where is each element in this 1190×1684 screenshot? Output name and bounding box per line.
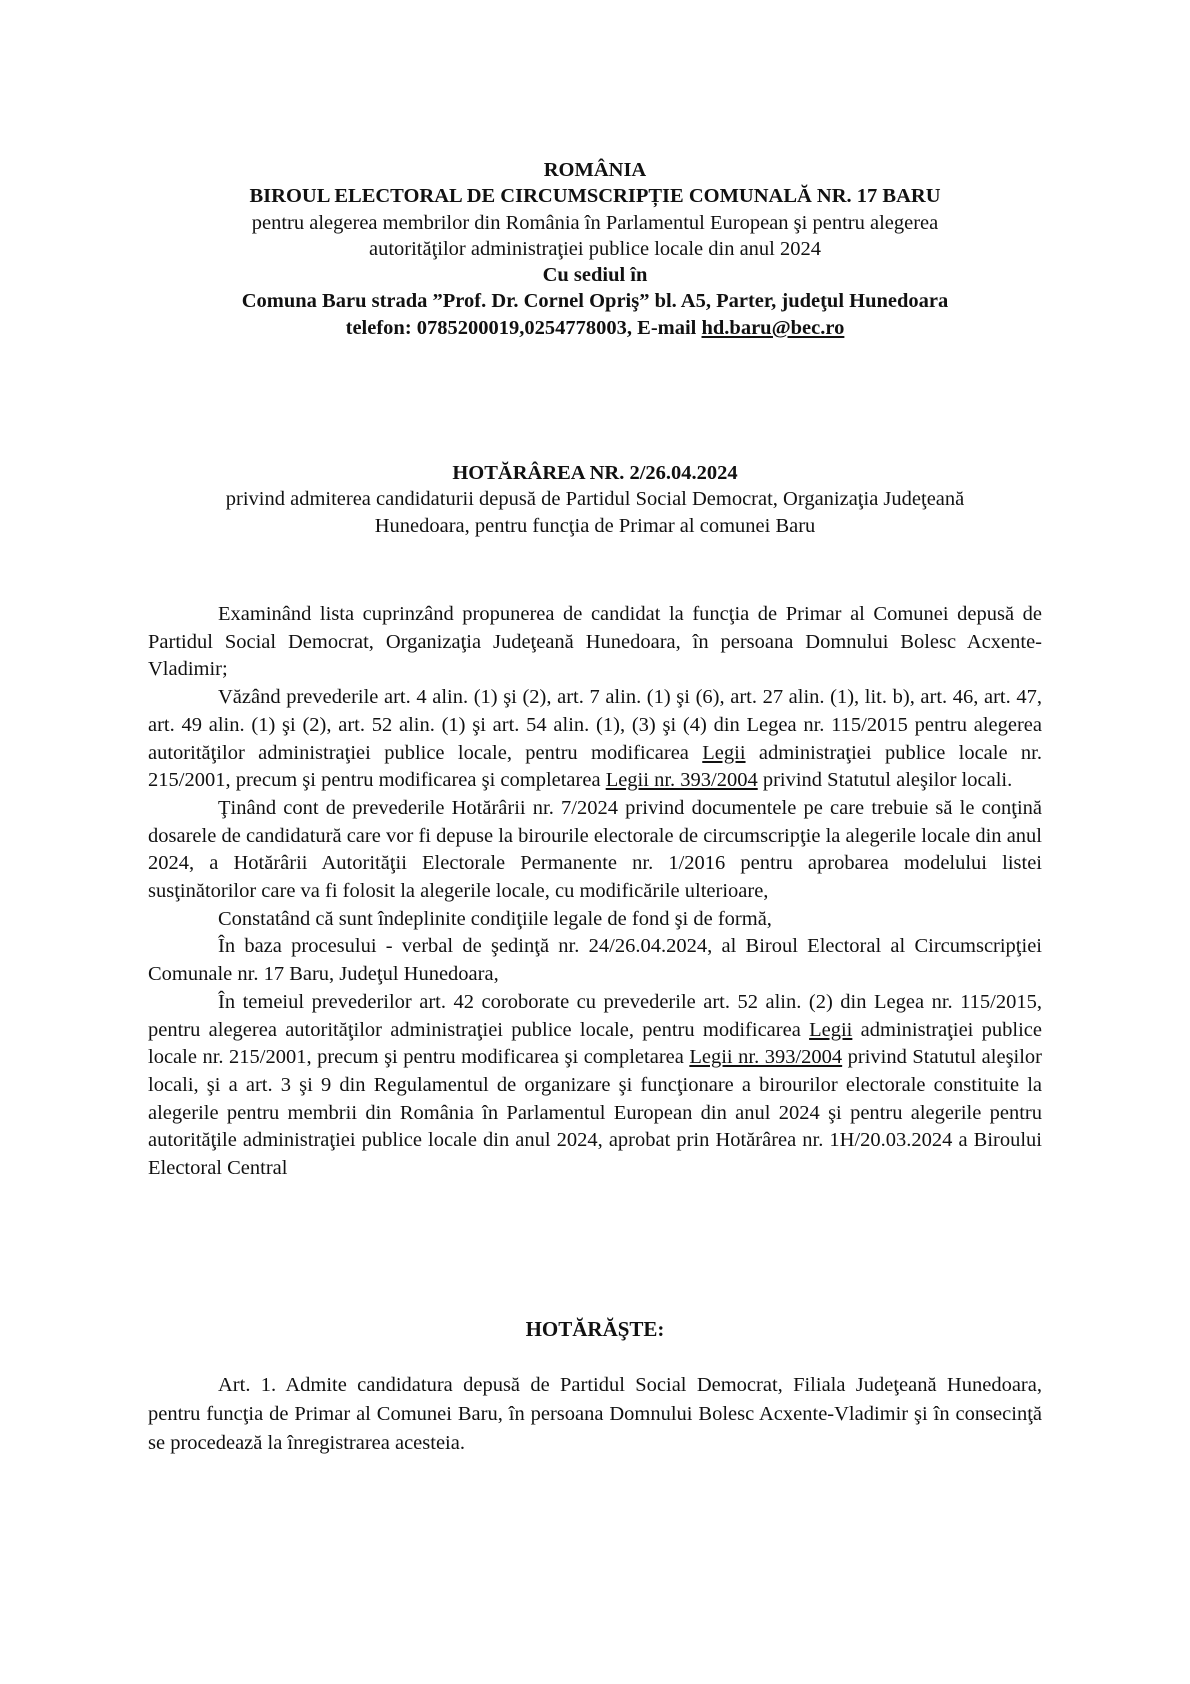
text-run: administraţiei publice locale nr. 215/2001, precum şi pentru modificarea şi completarea <box>148 1018 1042 1069</box>
email-link[interactable]: hd.baru@bec.ro <box>701 316 845 339</box>
bureau-name: BIROUL ELECTORAL DE CIRCUMSCRIPȚIE COMUNALĂ NR. 17 BARU <box>249 185 941 208</box>
document-header <box>120 157 1070 341</box>
address: Comuna Baru strada ”Prof. Dr. Cornel Opriş” bl. A5, Parter, judeţul Hunedoara <box>241 290 949 313</box>
law-link-legii[interactable]: Legii <box>809 1018 853 1041</box>
paragraph-considering: Ţinând cont de prevederile Hotărârii nr. 7/2024 privind documentele pe care trebuie să le conţină dosarele de candidatură care vor fi depuse la birourile electorale de circumscripţie la alegerile locale din anul 2024, a Hotărârii Autorităţii Electorale Permanente nr. 1/2016 pentru aprobarea modelului listei susţinătorilor care va fi folosit la alegerile locale, cu modificările ulterioare, <box>148 796 1042 903</box>
country-name: ROMÂNIA <box>543 159 647 181</box>
purpose-line-2: autorităţilor administraţiei publice locale din anul 2024 <box>368 237 821 260</box>
text-run: În temeiul prevederilor art. 42 coroborate cu prevederile art. 52 alin. (2) din Legea nr. 115/2015, pentru alegerea autorităţilor administraţiei publice locale, pentru modificarea <box>148 990 1042 1041</box>
paragraph-examining: Examinând lista cuprinzând propunerea de candidat la funcţia de Primar al Comunei depusă de Partidul Social Democrat, Organizaţia Judeţeană Hunedoara, în persoana Domnului Bolesc Acxente-Vladimir; <box>148 603 1042 681</box>
decision-subject-line-2: Hunedoara, pentru funcţia de Primar al comunei Baru <box>374 514 816 537</box>
seat-label: Cu sediul în <box>542 264 648 287</box>
paragraph-legal-basis <box>148 684 1042 795</box>
paragraph-finding: Constatând că sunt îndeplinite condiţiile legale de fond şi de formă, <box>218 907 772 930</box>
text-run: Văzând prevederile art. 4 alin. (1) şi (2), art. 7 alin. (1) şi (6), art. 27 alin. (1), lit. b), art. 46, art. 47, art. 49 alin. (1) şi (2), art. 52 alin. (1) şi art. 54 alin. (1), (3) şi (4) din Legea nr. 115/2015 pentru alegerea autorităţilor administraţiei publice locale, pentru modificarea <box>148 686 1042 764</box>
text-run: administraţiei publice locale nr. 215/2001, precum şi pentru modificarea şi completarea <box>148 741 1042 792</box>
resolves-heading: HOTĂRĂŞTE: <box>525 1317 665 1341</box>
phone-text: telefon: 0785200019,0254778003, E-mail <box>345 316 702 339</box>
text-run: privind Statutul aleşilor locali. <box>757 769 1013 792</box>
purpose-line-1: pentru alegerea membrilor din România în Parlamentul European şi pentru alegerea <box>251 211 939 234</box>
contact-line <box>120 315 1070 341</box>
article-1: Art. 1. Admite candidatura depusă de Partidul Social Democrat, Filiala Judeţeană Hunedoara, pentru funcţia de Primar al Comunei Baru, în persoana Domnului Bolesc Acxente-Vladimir şi în consecinţă se procedează la înregistrarea acesteia. <box>148 1374 1042 1454</box>
preamble <box>148 601 1042 1183</box>
decision-title: HOTĂRÂREA NR. 2/26.04.2024 <box>452 462 738 484</box>
decision-subject-line-1: privind admiterea candidaturii depusă de Partidul Social Democrat, Organizaţia Judeţeană <box>225 488 965 511</box>
text-run: privind Statutul aleşilor locali, şi a art. 3 şi 9 din Regulamentul de organizare şi funcţionare a birourilor electorale constituite la alegerile pentru membrii din România în Parlamentul European din anul 2024 şi pentru alegerile pentru autorităţile administraţiei publice locale din anul 2024, aprobat prin Hotărârea nr. 1H/20.03.2024 a Biroului Electoral Central <box>148 1046 1043 1180</box>
paragraph-grounds <box>148 989 1042 1183</box>
law-link-393-2004[interactable]: Legii nr. 393/2004 <box>605 769 758 792</box>
paragraph-minutes: În baza procesului - verbal de şedinţă nr. 24/26.04.2024, al Biroul Electoral al Circumscripţiei Comunale nr. 17 Baru, Judeţul Hunedoara, <box>148 935 1042 986</box>
article-section <box>148 1371 1042 1458</box>
decision-heading <box>120 460 1070 539</box>
law-link-legii[interactable]: Legii <box>702 741 746 764</box>
law-link-393-2004[interactable]: Legii nr. 393/2004 <box>689 1046 843 1069</box>
